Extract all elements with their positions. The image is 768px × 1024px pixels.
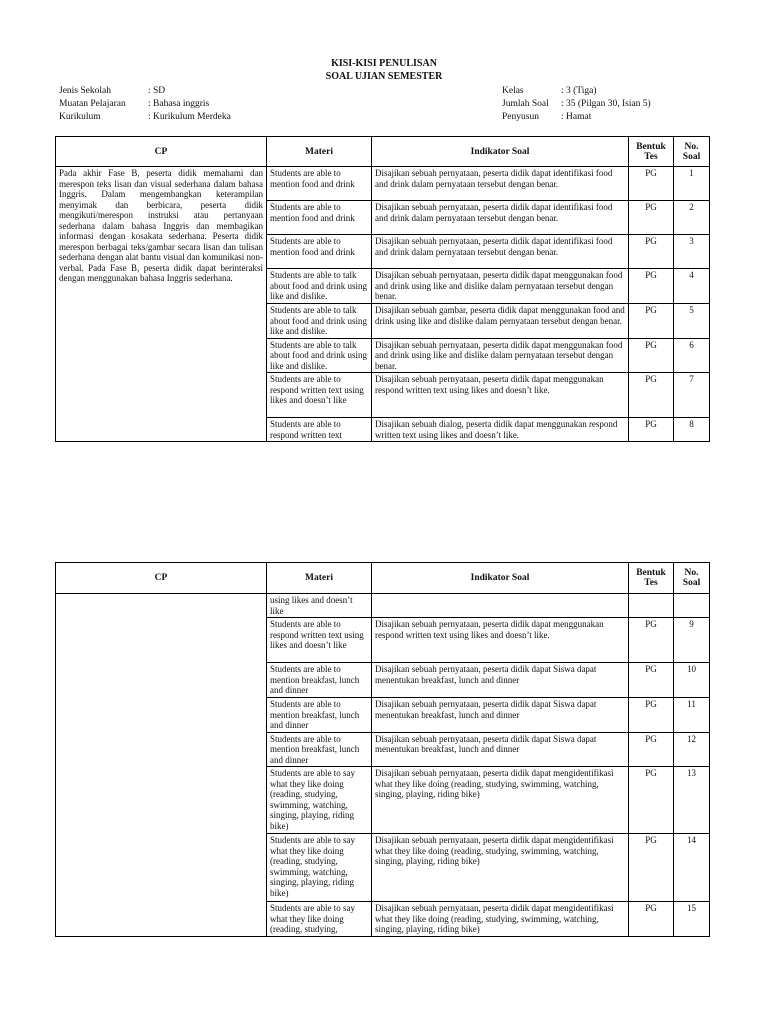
indikator-cell: Disajikan sebuah pernyataan, peserta didik dapat menggunakan food and drink using like and dislike dalam pernyataan tersebut dengan benar. — [372, 338, 629, 373]
bentuk-cell: PG — [629, 698, 674, 733]
materi-cell: Students are able to say what they like doing (reading, studying, — [267, 902, 372, 937]
meta-right — [502, 85, 651, 124]
indikator-cell: Disajikan sebuah pernyataan, peserta didik dapat identifikasi food and drink dalam pernyataan tersebut dengan benar. — [372, 201, 629, 235]
bentuk-cell: PG — [629, 373, 674, 418]
no-cell-empty — [674, 594, 710, 618]
meta-row-author — [502, 111, 651, 124]
no-cell: 12 — [674, 732, 710, 767]
no-cell: 14 — [674, 834, 710, 902]
meta-label: Jenis Sekolah — [59, 86, 111, 96]
materi-cell: using likes and doesn’t like — [267, 594, 372, 618]
no-cell: 10 — [674, 663, 710, 698]
header-indikator: Indikator Soal — [372, 137, 629, 167]
bentuk-cell: PG — [629, 167, 674, 201]
document-subtitle: SOAL UJIAN SEMESTER — [325, 71, 443, 82]
materi-cell: Students are able to talk about food and drink using like and dislike. — [267, 304, 372, 339]
bentuk-cell: PG — [629, 269, 674, 304]
bentuk-cell: PG — [629, 235, 674, 269]
meta-left — [59, 85, 231, 124]
header-bentuk: Bentuk Tes — [629, 137, 674, 167]
meta-value: : SD — [148, 86, 166, 96]
header-bentuk: Bentuk Tes — [629, 563, 674, 594]
indikator-cell: Disajikan sebuah pernyataan, peserta didik dapat mengidentifikasi what they like doing (reading, studying, swimming, watching, singing, playing, riding bike) — [372, 902, 629, 937]
table-row — [56, 167, 710, 201]
indikator-cell: Disajikan sebuah pernyataan, peserta didik dapat mengidentifikasi what they like doing (reading, studying, swimming, watching, singing, playing, riding bike) — [372, 767, 629, 834]
table-row-continued — [56, 594, 710, 618]
meta-label: Penyusun — [502, 112, 539, 122]
indikator-cell: Disajikan sebuah pernyataan, peserta didik dapat identifikasi food and drink dalam pernyataan tersebut dengan benar. — [372, 167, 629, 201]
no-cell: 4 — [674, 269, 710, 304]
bentuk-cell: PG — [629, 338, 674, 373]
no-cell: 6 — [674, 338, 710, 373]
indikator-cell-empty — [372, 594, 629, 618]
no-cell: 1 — [674, 167, 710, 201]
indikator-cell: Disajikan sebuah dialog, peserta didik dapat menggunakan respond written text using likes and doesn’t like. — [372, 418, 629, 442]
blueprint-table-1 — [55, 136, 710, 442]
materi-cell: Students are able to talk about food and drink using like and dislike. — [267, 269, 372, 304]
no-cell: 9 — [674, 618, 710, 663]
indikator-cell: Disajikan sebuah pernyataan, peserta didik dapat Siswa dapat menentukan breakfast, lunch and dinner — [372, 732, 629, 767]
meta-label: Kelas — [502, 86, 524, 96]
no-cell: 3 — [674, 235, 710, 269]
table-header-row — [56, 563, 710, 594]
indikator-cell: Disajikan sebuah pernyataan, peserta didik dapat menggunakan food and drink using like and dislike dalam pernyataan tersebut dengan benar. — [372, 269, 629, 304]
materi-cell: Students are able to mention breakfast, lunch and dinner — [267, 698, 372, 733]
no-cell: 5 — [674, 304, 710, 339]
no-cell: 15 — [674, 902, 710, 937]
meta-value: : Bahasa inggris — [148, 99, 210, 109]
blueprint-table-2 — [55, 562, 710, 937]
header-materi: Materi — [267, 137, 372, 167]
materi-cell: Students are able to mention food and drink — [267, 201, 372, 235]
cp-cell-empty — [56, 594, 267, 937]
materi-cell: Students are able to talk about food and drink using like and dislike. — [267, 338, 372, 373]
no-cell: 13 — [674, 767, 710, 834]
bentuk-cell: PG — [629, 902, 674, 937]
document-title: KISI-KISI PENULISAN — [331, 58, 437, 69]
no-cell: 2 — [674, 201, 710, 235]
materi-cell: Students are able to respond written text using likes and doesn’t like — [267, 373, 372, 418]
indikator-cell: Disajikan sebuah pernyataan, peserta didik dapat Siswa dapat menentukan breakfast, lunch and dinner — [372, 663, 629, 698]
table-header-row — [56, 137, 710, 167]
no-cell: 11 — [674, 698, 710, 733]
meta-label: Jumlah Soal — [502, 99, 549, 109]
meta-row-school — [59, 85, 231, 98]
bentuk-cell: PG — [629, 618, 674, 663]
materi-cell: Students are able to say what they like doing (reading, studying, swimming, watching, singing, playing, riding bike) — [267, 767, 372, 834]
bentuk-cell: PG — [629, 834, 674, 902]
materi-cell: Students are able to respond written text — [267, 418, 372, 442]
materi-cell: Students are able to mention breakfast, lunch and dinner — [267, 663, 372, 698]
bentuk-cell: PG — [629, 304, 674, 339]
indikator-cell: Disajikan sebuah pernyataan, peserta didik dapat identifikasi food and drink dalam pernyataan tersebut dengan benar. — [372, 235, 629, 269]
meta-value: : 3 (Tiga) — [561, 86, 597, 96]
cp-cell: Pada akhir Fase B, peserta didik memahami dan merespon teks lisan dan visual sederhana dalam bahasa Inggris. Dalam mengembangkan keterampilan menyimak dan berbicara, peserta didik mengikuti/merespon instruksi atau pertanyaan sederhana dalam bahasa Inggris dan membagikan informasi dengan kosakata sederhana. Peserta didik merespon berbagai teks/gambar secara lisan dan tulisan sederhana dengan alat bantu visual dan komunikasi non-verbal. Pada Fase B, peserta didik dapat berinteraksi dengan menggunakan bahasa Inggris sederhana. — [56, 167, 267, 442]
materi-cell: Students are able to respond written text using likes and doesn’t like — [267, 618, 372, 663]
indikator-cell: Disajikan sebuah pernyataan, peserta didik dapat mengidentifikasi what they like doing (reading, studying, swimming, watching, singing, playing, riding bike) — [372, 834, 629, 902]
bentuk-cell: PG — [629, 767, 674, 834]
indikator-cell: Disajikan sebuah pernyataan, peserta didik dapat menggunakan respond written text using likes and doesn’t like. — [372, 373, 629, 418]
indikator-cell: Disajikan sebuah pernyataan, peserta didik dapat Siswa dapat menentukan breakfast, lunch and dinner — [372, 698, 629, 733]
no-cell: 7 — [674, 373, 710, 418]
meta-row-curriculum — [59, 111, 231, 124]
meta-label: Muatan Pelajaran — [59, 99, 126, 109]
no-cell: 8 — [674, 418, 710, 442]
header-indikator: Indikator Soal — [372, 563, 629, 594]
bentuk-cell: PG — [629, 663, 674, 698]
meta-label: Kurikulum — [59, 112, 101, 122]
meta-value: : Kurikulum Merdeka — [148, 112, 231, 122]
bentuk-cell: PG — [629, 418, 674, 442]
header-no: No. Soal — [674, 563, 710, 594]
meta-row-class — [502, 85, 651, 98]
header-cp: CP — [56, 137, 267, 167]
header-materi: Materi — [267, 563, 372, 594]
materi-cell: Students are able to mention food and drink — [267, 235, 372, 269]
materi-cell: Students are able to mention food and drink — [267, 167, 372, 201]
bentuk-cell-empty — [629, 594, 674, 618]
header-no: No. Soal — [674, 137, 710, 167]
header-cp: CP — [56, 563, 267, 594]
meta-row-subject — [59, 98, 231, 111]
indikator-cell: Disajikan sebuah gambar, peserta didik dapat menggunakan food and drink using like and dislike dalam pernyataan tersebut dengan benar. — [372, 304, 629, 339]
bentuk-cell: PG — [629, 201, 674, 235]
bentuk-cell: PG — [629, 732, 674, 767]
materi-cell: Students are able to mention breakfast, lunch and dinner — [267, 732, 372, 767]
meta-value: : Hamat — [561, 112, 592, 122]
meta-value: : 35 (Pilgan 30, Isian 5) — [561, 99, 651, 109]
meta-row-question-count — [502, 98, 651, 111]
indikator-cell: Disajikan sebuah pernyataan, peserta didik dapat menggunakan respond written text using likes and doesn’t like. — [372, 618, 629, 663]
materi-cell: Students are able to say what they like doing (reading, studying, swimming, watching, singing, playing, riding bike) — [267, 834, 372, 902]
